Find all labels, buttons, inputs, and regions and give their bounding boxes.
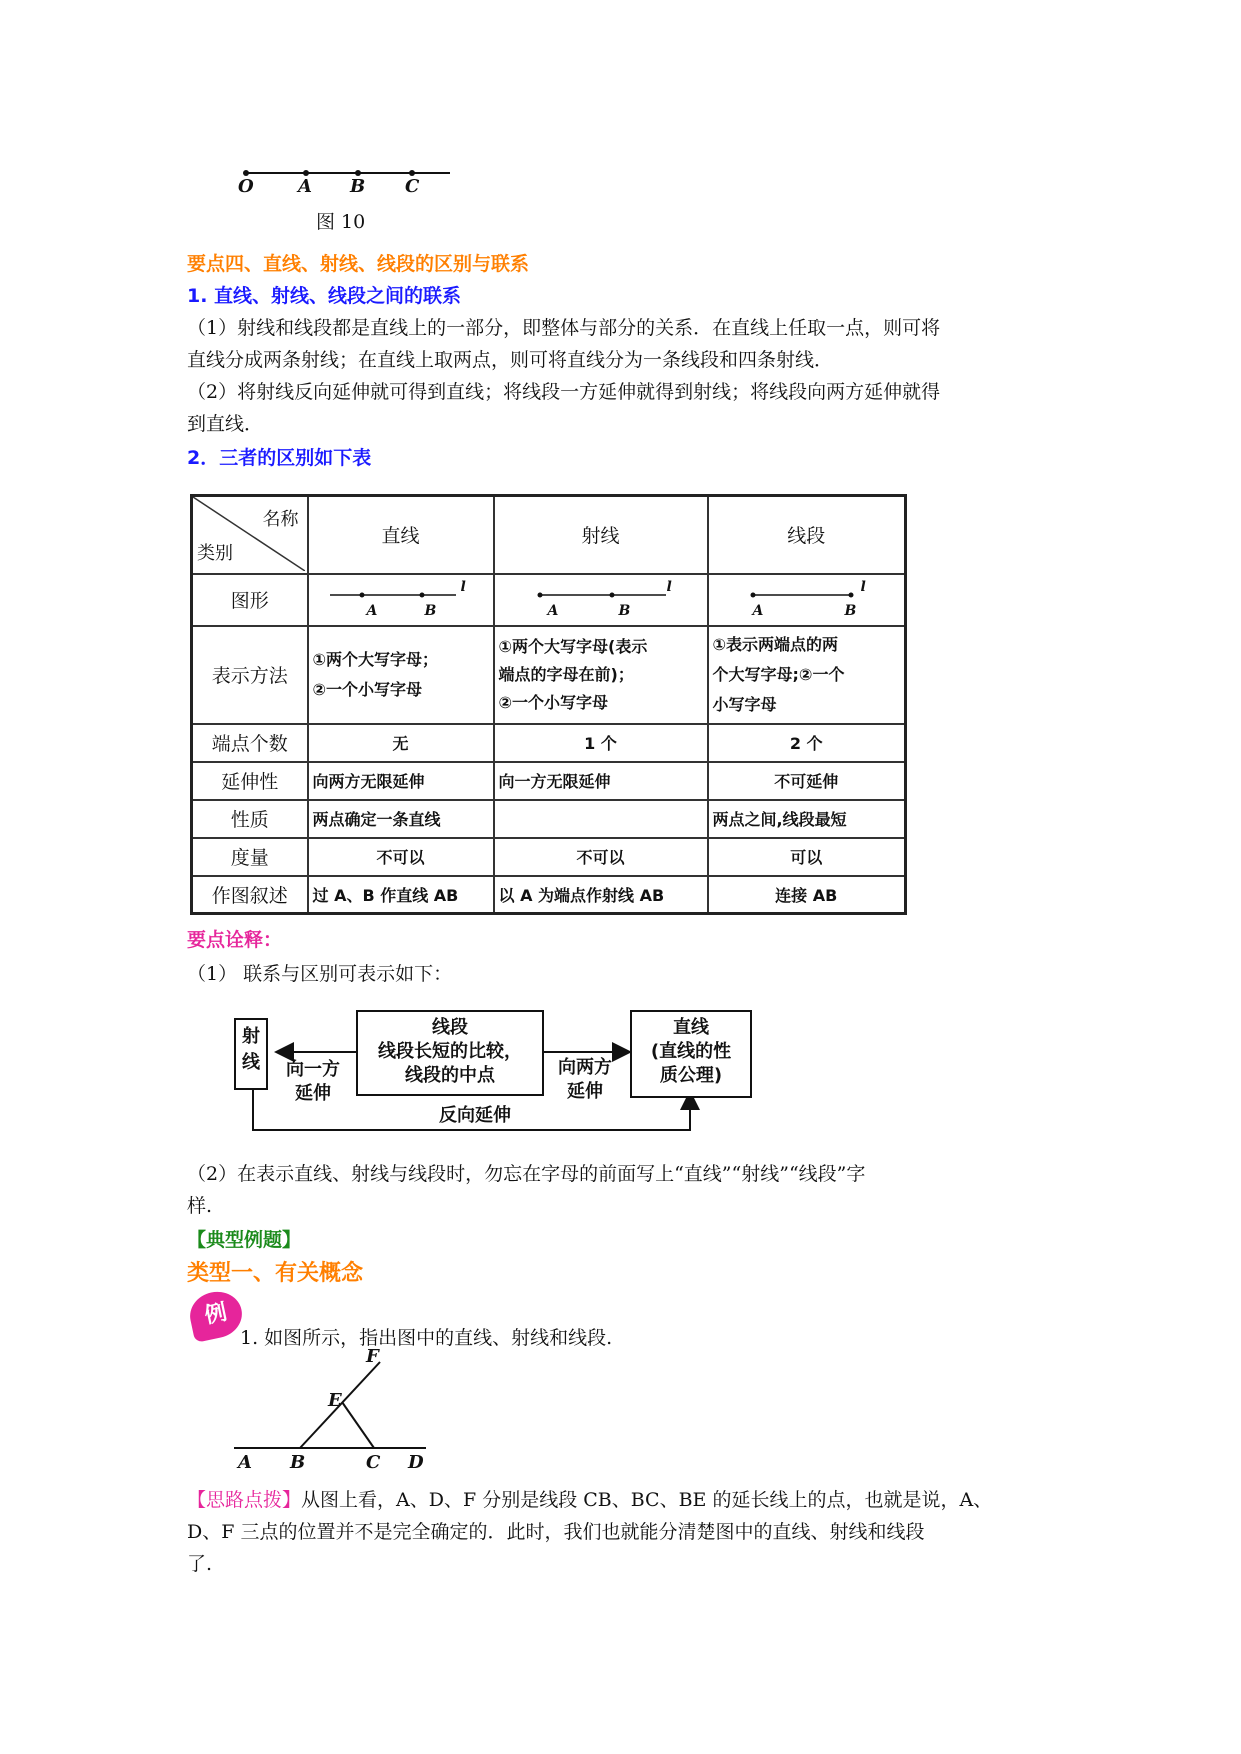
line-box-3: 质公理) xyxy=(659,1065,723,1086)
segment-box-1: 线段 xyxy=(432,1017,468,1038)
examples-heading: 【典型例题】 xyxy=(187,1229,302,1251)
seg-fig-a: A xyxy=(752,602,764,619)
corner-category: 类别 xyxy=(197,542,233,564)
arrow-two-2: 延伸 xyxy=(567,1081,603,1102)
notation-line-cell xyxy=(308,626,494,724)
notation-line-2: ②一个小写字母 xyxy=(312,679,423,699)
seg-fig-l: l xyxy=(860,578,866,595)
line-figure xyxy=(326,585,476,615)
figure-segment-cell xyxy=(708,574,906,626)
hint-line1: 从图上看，A、D、F 分别是线段 CB、BC、BE 的延长线上的点，也就是说，A、 xyxy=(301,1489,993,1511)
hint-label: 【思路点拨】 xyxy=(187,1489,302,1511)
example-badge xyxy=(186,1287,246,1343)
ray-box-2: 线 xyxy=(242,1052,260,1073)
drawing-line: 过 A、B 作直线 AB xyxy=(308,876,494,914)
col-header-ray: 射线 xyxy=(494,496,708,574)
drawing-ray: 以 A 为端点作射线 AB xyxy=(494,876,708,914)
notation-seg-2: 个大写字母;②一个 xyxy=(712,664,845,684)
notation-segment-cell xyxy=(708,626,906,724)
line-box-2: (直线的性 xyxy=(650,1041,732,1062)
segment-box-2: 线段长短的比较， xyxy=(378,1041,522,1062)
fig-point-e: E xyxy=(328,1390,342,1411)
endpoints-ray: 1 个 xyxy=(494,724,708,762)
extension-line: 向两方无限延伸 xyxy=(308,762,494,800)
fig10-point-c: C xyxy=(405,176,420,197)
notes-heading: 要点诠释： xyxy=(187,929,283,951)
property-ray xyxy=(494,800,708,838)
figure-line-cell xyxy=(308,574,494,626)
line-fig-l: l xyxy=(460,578,466,595)
section4-p2-line2: 到直线． xyxy=(187,413,264,435)
notes-p2-line2: 样. xyxy=(187,1195,213,1217)
endpoints-segment: 2 个 xyxy=(708,724,906,762)
row-drawing: 作图叙述 xyxy=(192,876,308,914)
arrow-two-1: 向两方 xyxy=(558,1057,612,1078)
measure-ray: 不可以 xyxy=(494,838,708,876)
type1-heading: 类型一、有关概念 xyxy=(187,1261,364,1286)
measure-segment: 可以 xyxy=(708,838,906,876)
fig-point-b: B xyxy=(290,1452,306,1473)
arrow-one-1: 向一方 xyxy=(286,1059,340,1080)
segment-box-3: 线段的中点 xyxy=(405,1065,495,1086)
section4-sub2: 2．三者的区别如下表 xyxy=(187,447,372,469)
figure-ray-cell xyxy=(494,574,708,626)
segment-box xyxy=(356,1010,544,1096)
ray-box xyxy=(234,1018,268,1090)
fig10-point-b: B xyxy=(350,176,366,197)
arrow-one-2: 延伸 xyxy=(295,1083,331,1104)
example-badge-label: 例 xyxy=(202,1299,230,1330)
col-header-segment: 线段 xyxy=(708,496,906,574)
arrow-two-direction-label xyxy=(548,1056,622,1104)
line-fig-a: A xyxy=(366,602,378,619)
fig10-caption: 图 10 xyxy=(316,211,366,233)
drawing-segment: 连接 AB xyxy=(708,876,906,914)
fig-point-c: C xyxy=(366,1452,381,1473)
fig-point-f: F xyxy=(366,1346,379,1367)
fig-point-a: A xyxy=(238,1452,252,1473)
row-endpoints: 端点个数 xyxy=(192,724,308,762)
extension-segment: 不可延伸 xyxy=(708,762,906,800)
figure-10 xyxy=(230,160,460,210)
section4-heading: 要点四、直线、射线、线段的区别与联系 xyxy=(187,253,530,275)
section4-p1-line1: （1）射线和线段都是直线上的一部分，即整体与部分的关系．在直线上任取一点，则可将 xyxy=(187,317,941,339)
row-extension: 延伸性 xyxy=(192,762,308,800)
hint-line1-row xyxy=(187,1484,992,1516)
ray-fig-b: B xyxy=(618,602,631,619)
row-notation: 表示方法 xyxy=(192,626,308,724)
notation-ray-2: 端点的字母在前)； xyxy=(498,664,634,684)
line-box-1: 直线 xyxy=(673,1017,709,1038)
row-measure: 度量 xyxy=(192,838,308,876)
notation-seg-3: 小写字母 xyxy=(712,694,777,714)
arrow-one-direction-label xyxy=(278,1058,348,1106)
extension-ray: 向一方无限延伸 xyxy=(494,762,708,800)
ray-box-1: 射 xyxy=(242,1026,260,1047)
example-question-1: 1. 如图所示，指出图中的直线、射线和线段. xyxy=(240,1327,613,1349)
notation-ray-3: ②一个小写字母 xyxy=(498,692,609,712)
hint-line3: 了. xyxy=(187,1553,213,1575)
property-line: 两点确定一条直线 xyxy=(308,800,494,838)
endpoints-line: 无 xyxy=(308,724,494,762)
row-figure: 图形 xyxy=(192,574,308,626)
notation-ray-cell xyxy=(494,626,708,724)
fig-point-d: D xyxy=(408,1452,424,1473)
fig10-point-o: O xyxy=(238,176,254,197)
measure-line: 不可以 xyxy=(308,838,494,876)
seg-fig-b: B xyxy=(844,602,857,619)
col-header-line: 直线 xyxy=(308,496,494,574)
section4-p2-line1: （2）将射线反向延伸就可得到直线；将线段一方延伸就得到射线；将线段向两方延伸就得 xyxy=(187,381,941,403)
notation-ray-1: ①两个大写字母(表示 xyxy=(498,636,648,656)
property-segment: 两点之间,线段最短 xyxy=(708,800,906,838)
ray-fig-a: A xyxy=(547,602,559,619)
row-property: 性质 xyxy=(192,800,308,838)
line-fig-b: B xyxy=(424,602,437,619)
notes-p2-line1: （2）在表示直线、射线与线段时，勿忘在字母的前面写上“直线”“射线”“线段”字 xyxy=(187,1163,866,1185)
section4-sub1: 1. 直线、射线、线段之间的联系 xyxy=(187,285,462,307)
notation-seg-1: ①表示两端点的两 xyxy=(712,634,839,654)
line-box xyxy=(630,1010,752,1098)
fig10-point-a: A xyxy=(298,176,312,197)
notation-line-1: ①两个大写字母； xyxy=(312,649,439,669)
section4-p1-line2: 直线分成两条射线；在直线上取两点，则可将直线分为一条线段和四条射线． xyxy=(187,349,834,371)
hint-line2: D、F 三点的位置并不是完全确定的．此时，我们也就能分清楚图中的直线、射线和线段 xyxy=(187,1521,925,1543)
corner-name: 名称 xyxy=(262,509,299,530)
comparison-table xyxy=(190,494,907,915)
notes-p1: （1） 联系与区别可表示如下： xyxy=(187,963,453,985)
ray-fig-l: l xyxy=(666,578,672,595)
arrow-reverse-label: 反向延伸 xyxy=(439,1105,511,1126)
table-corner-cell xyxy=(192,496,308,574)
